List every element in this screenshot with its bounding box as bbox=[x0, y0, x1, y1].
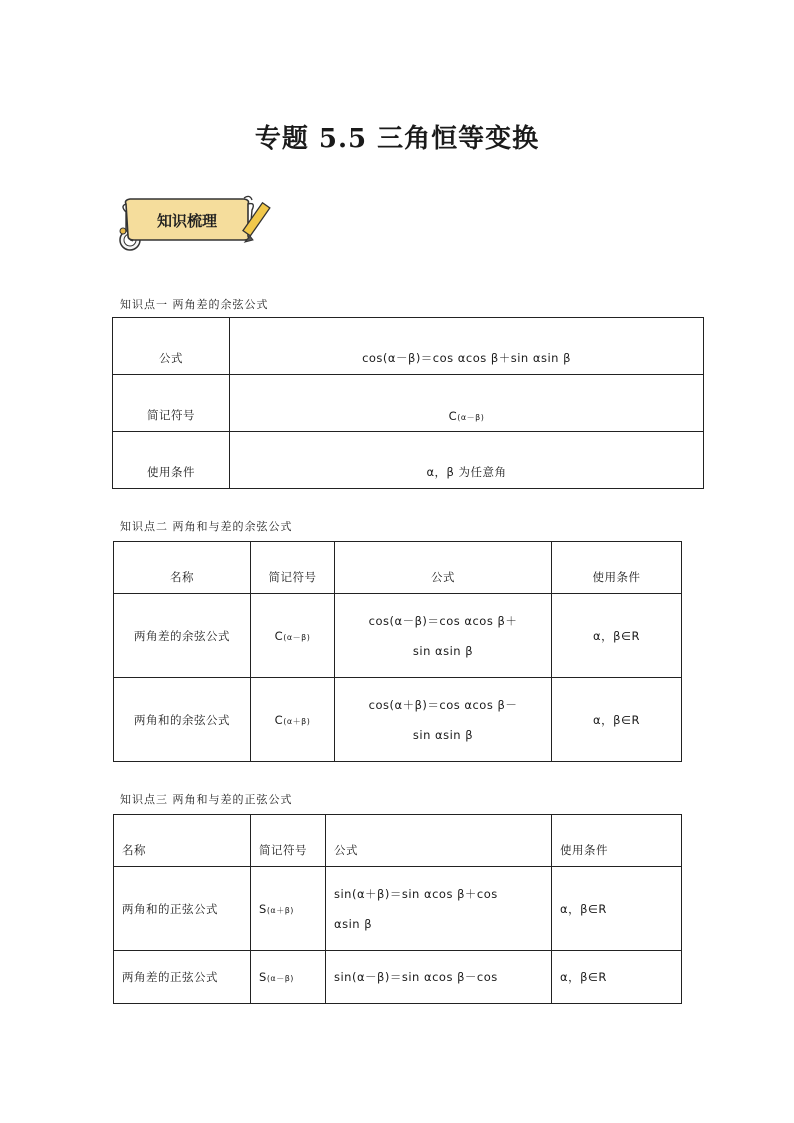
table-row bbox=[114, 867, 682, 951]
section-2-title: 知识点二 两角和与差的余弦公式 bbox=[120, 520, 293, 533]
formula-line: αsin β bbox=[334, 916, 373, 931]
table-row bbox=[114, 678, 682, 762]
page-title: 专题 5.5 三角恒等变换 bbox=[254, 124, 540, 154]
name-cell: 两角和的余弦公式 bbox=[114, 678, 251, 762]
table-row bbox=[113, 375, 704, 432]
row-label: 简记符号 bbox=[113, 375, 230, 432]
symbol-main: S bbox=[259, 901, 267, 916]
symbol-main: C bbox=[274, 712, 284, 727]
condition-cell: α，β∈R bbox=[552, 594, 682, 678]
formula-line: sin αsin β bbox=[412, 643, 474, 658]
symbol-subscript: (α－β) bbox=[283, 632, 311, 642]
scroll-badge bbox=[112, 192, 277, 254]
row-label: 使用条件 bbox=[113, 432, 230, 489]
table-header-row bbox=[114, 542, 682, 594]
table-section-1 bbox=[112, 317, 704, 489]
table-row bbox=[114, 951, 682, 1004]
formula-cell: cos(α－β)＝cos αcos β＋sin αsin β bbox=[230, 318, 704, 375]
formula-cell bbox=[335, 594, 552, 678]
symbol-cell bbox=[251, 951, 326, 1004]
symbol-cell bbox=[251, 594, 335, 678]
symbol-cell bbox=[251, 678, 335, 762]
table-section-2 bbox=[113, 541, 682, 762]
section-1-title: 知识点一 两角差的余弦公式 bbox=[120, 298, 269, 311]
table-row bbox=[114, 594, 682, 678]
condition-cell: α，β∈R bbox=[552, 951, 682, 1004]
symbol-subscript: (α－β) bbox=[457, 413, 485, 422]
badge-label: 知识梳理 bbox=[156, 212, 218, 230]
symbol-main: C bbox=[448, 409, 458, 423]
symbol-cell bbox=[230, 375, 704, 432]
formula-cell bbox=[326, 867, 552, 951]
name-cell: 两角和的正弦公式 bbox=[114, 867, 251, 951]
condition-cell: α，β∈R bbox=[552, 678, 682, 762]
name-cell: 两角差的余弦公式 bbox=[114, 594, 251, 678]
formula-cell: sin(α－β)＝sin αcos β－cos bbox=[326, 951, 552, 1004]
column-header: 简记符号 bbox=[251, 542, 335, 594]
condition-cell: α，β∈R bbox=[552, 867, 682, 951]
condition-cell: α，β 为任意角 bbox=[230, 432, 704, 489]
section-3-title: 知识点三 两角和与差的正弦公式 bbox=[120, 793, 293, 806]
column-header: 名称 bbox=[114, 542, 251, 594]
column-header: 使用条件 bbox=[552, 542, 682, 594]
column-header: 使用条件 bbox=[552, 815, 682, 867]
row-label: 公式 bbox=[113, 318, 230, 375]
formula-line: sin(α＋β)＝sin αcos β＋cos bbox=[334, 886, 498, 901]
symbol-subscript: (α＋β) bbox=[266, 905, 294, 915]
formula-line: cos(α－β)＝cos αcos β＋ bbox=[368, 613, 518, 628]
table-section-3 bbox=[113, 814, 682, 1004]
symbol-main: S bbox=[259, 970, 267, 984]
symbol-cell bbox=[251, 867, 326, 951]
column-header: 公式 bbox=[326, 815, 552, 867]
formula-cell bbox=[335, 678, 552, 762]
symbol-main: C bbox=[274, 628, 284, 643]
formula-line: sin αsin β bbox=[412, 727, 474, 742]
column-header: 简记符号 bbox=[251, 815, 326, 867]
name-cell: 两角差的正弦公式 bbox=[114, 951, 251, 1004]
formula-line: cos(α＋β)＝cos αcos β－ bbox=[368, 697, 518, 712]
table-header-row bbox=[114, 815, 682, 867]
column-header: 公式 bbox=[335, 542, 552, 594]
column-header: 名称 bbox=[114, 815, 251, 867]
symbol-subscript: (α－β) bbox=[266, 974, 294, 983]
symbol-subscript: (α＋β) bbox=[283, 716, 311, 726]
table-row bbox=[113, 318, 704, 375]
table-row bbox=[113, 432, 704, 489]
